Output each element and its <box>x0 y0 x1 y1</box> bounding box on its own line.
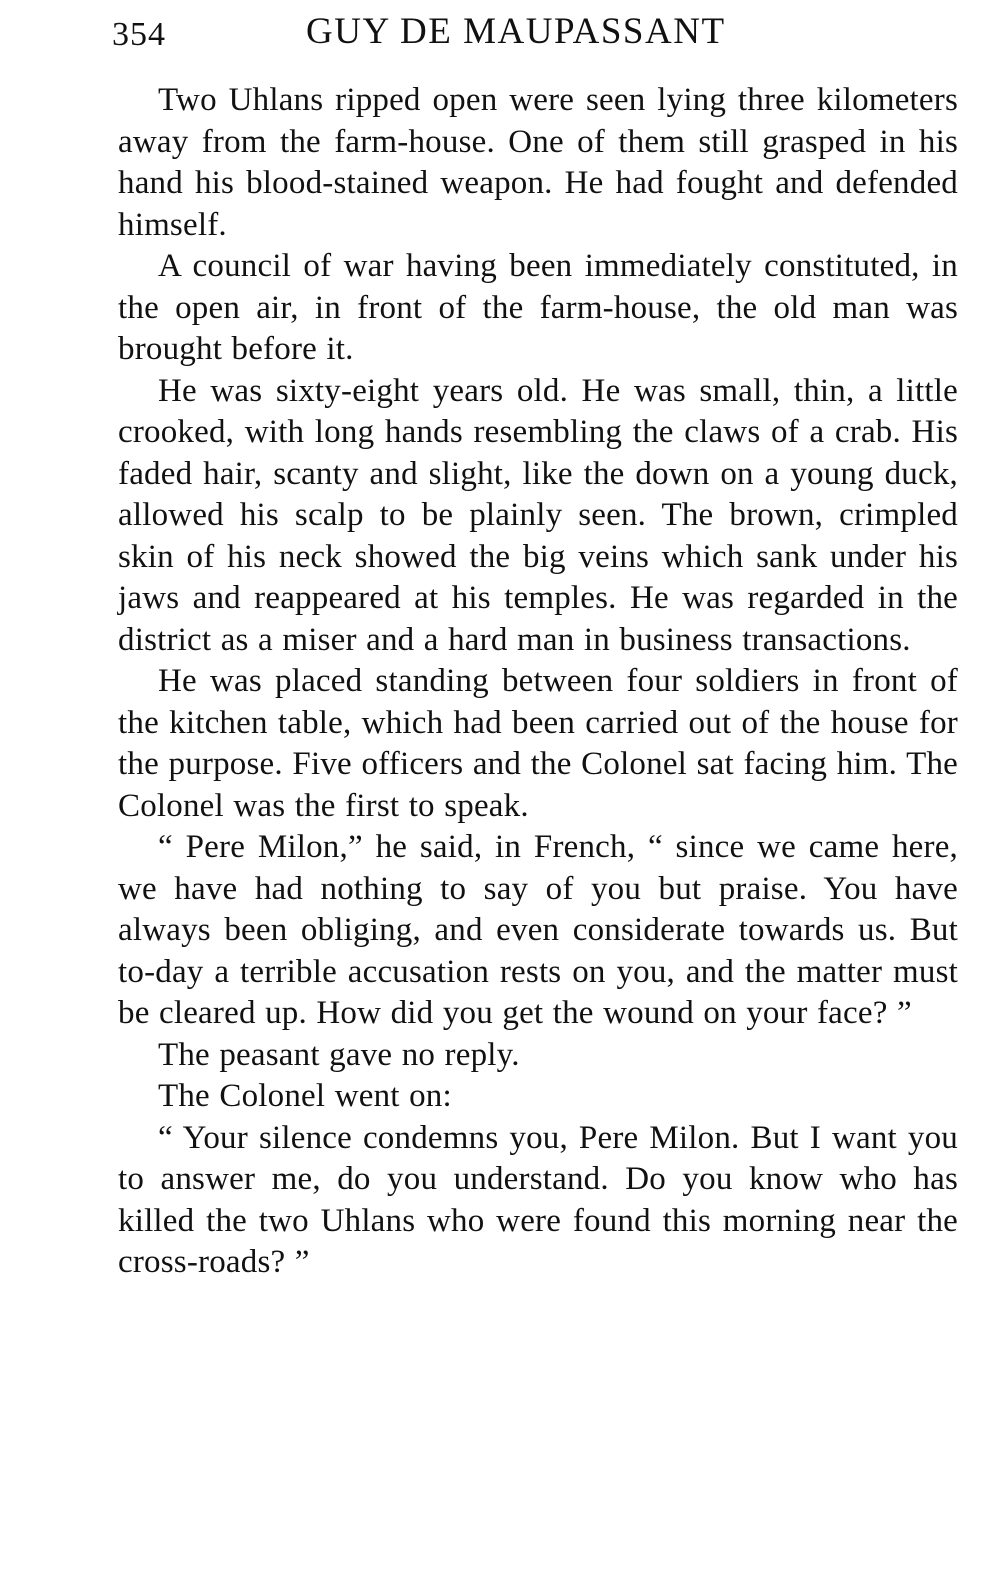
paragraph-4: He was placed standing between four soldiers in front of the kitchen table, which had been carried out of the house for the purpose. Five officers and the Colonel sat facing him. The Colonel was the first to speak. <box>118 663 958 824</box>
running-head: GUY DE MAUPASSANT <box>306 11 726 52</box>
paragraph-2: A council of war having been immediately constituted, in the open air, in front of the farm-house, the old man was brought before it. <box>118 248 958 367</box>
paragraph-3: He was sixty-eight years old. He was small, thin, a little crooked, with long hands resembling the claws of a crab. His faded hair, scanty and slight, like the down on a young duck, allowed his scalp to be plainly seen. The brown, crimpled skin of his neck showed the big veins which sank under his jaws and reappeared at his temples. He was regarded in the district as a miser and a hard man in business transactions. <box>118 372 958 658</box>
paragraph-8: “ Your silence condemns you, Pere Milon. But I want you to answer me, do you understand. Do you know who has killed the two Uhlans who were found this morning near the cross-roads? ” <box>118 1119 958 1280</box>
paragraph-7: The Colonel went on: <box>158 1078 452 1114</box>
paragraph-5: “ Pere Milon,” he said, in French, “ since we came here, we have had nothing to say of you but praise. You have always been obliging, and even considerate towards us. But to-day a terrible accusation rests on you, and the matter must be cleared up. How did you get the wound on your face? ” <box>118 829 958 1031</box>
body-text <box>118 80 958 1284</box>
paragraph-6: The peasant gave no reply. <box>158 1036 520 1073</box>
page-number: 354 <box>112 16 166 53</box>
page-header <box>112 4 972 54</box>
paragraph-1: Two Uhlans ripped open were seen lying three kilometers away from the farm-house. One of them still grasped in his hand his blood-stained weapon. He had fought and defended himself. <box>118 82 958 243</box>
